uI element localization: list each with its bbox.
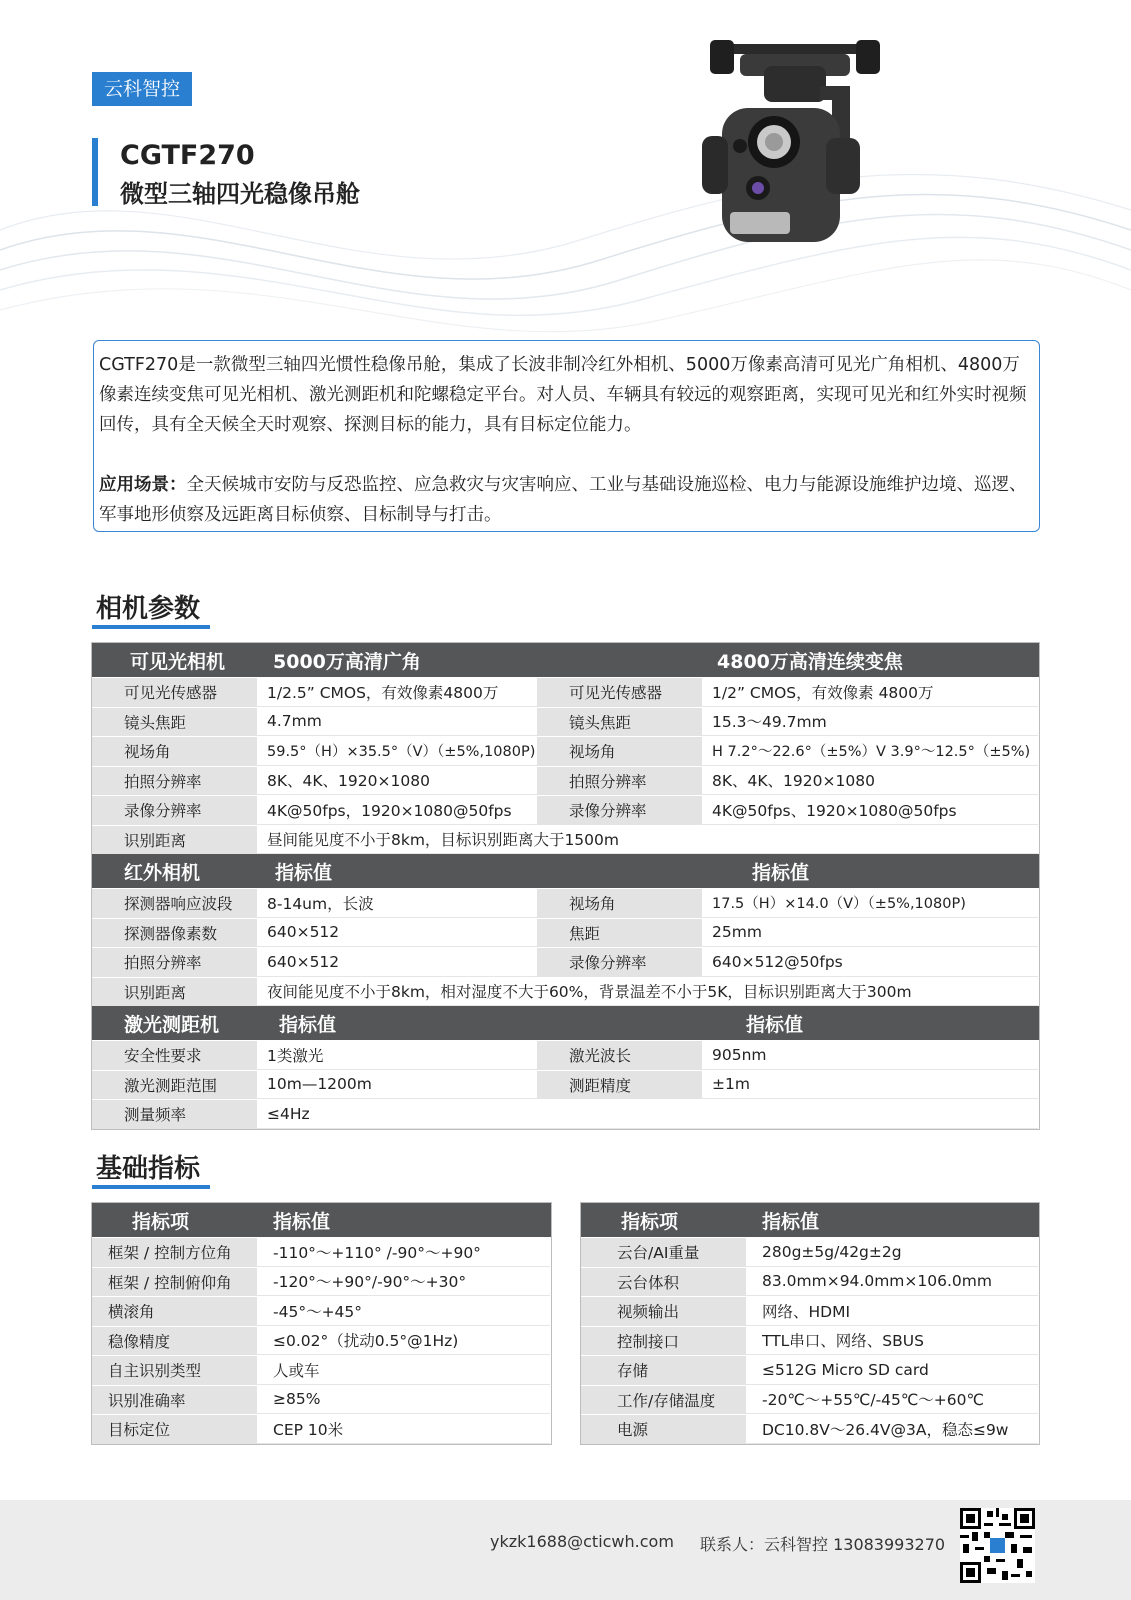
param-value: 17.5（H）×14.0（V）（±5%,1080P) — [702, 889, 1038, 918]
table-row — [581, 1385, 1039, 1415]
header-cell: 指标项 — [621, 1210, 679, 1233]
param-value: 905nm — [702, 1041, 1038, 1070]
gimbal-camera-image — [700, 36, 890, 256]
basic-section-title: 基础指标 — [96, 1154, 201, 1184]
param-label: 电源 — [581, 1415, 746, 1444]
camera-params-table — [91, 642, 1040, 1130]
param-label: 稳像精度 — [92, 1327, 257, 1356]
intro-box — [93, 340, 1040, 532]
param-label: 录像分辨率 — [537, 796, 702, 825]
header-cell: 5000万高清广角 — [273, 650, 421, 673]
header-cell: 指标值 — [746, 1013, 804, 1036]
param-value: 83.0mm×94.0mm×106.0mm — [746, 1268, 1038, 1297]
qr-code-icon — [960, 1508, 1035, 1583]
param-label: 可见光传感器 — [92, 678, 257, 707]
param-value: 10m—1200m — [257, 1071, 537, 1100]
param-value: H 7.2°～22.6°（±5%）V 3.9°～12.5°（±5%) — [702, 737, 1038, 766]
table-row — [92, 707, 1039, 737]
table-row — [581, 1267, 1039, 1297]
param-label: 探测器响应波段 — [92, 889, 257, 918]
param-value: 15.3～49.7mm — [702, 708, 1038, 737]
param-label: 测量频率 — [92, 1100, 257, 1129]
param-value: 人或车 — [257, 1356, 550, 1385]
param-value: 1/2” CMOS，有效像素 4800万 — [702, 678, 1038, 707]
param-label: 横滚角 — [92, 1297, 257, 1326]
param-label: 拍照分辨率 — [92, 767, 257, 796]
table-row — [92, 1237, 551, 1267]
param-label: 存储 — [581, 1356, 746, 1385]
brand-badge: 云科智控 — [92, 72, 192, 106]
intro-description: CGTF270是一款微型三轴四光惯性稳像吊舱，集成了长波非制冷红外相机、5000万像素高清可见光广角相机、4800万像素连续变焦可见光相机、激光测距机和陀螺稳定平台。对人员、车辆具有较远的观察距离，实现可见光和红外实时视频回传，具有全天候全天时观察、探测目标的能力，具有目标定位能力。 — [99, 355, 1027, 435]
header-cell: 指标项 — [132, 1210, 190, 1233]
param-value: 夜间能见度不小于8km，相对湿度不大于60%，背景温差不小于5K，目标识别距离大于300m — [257, 978, 1038, 1007]
table-row — [92, 977, 1039, 1007]
param-label: 识别准确率 — [92, 1386, 257, 1415]
param-value: 8K、4K、1920×1080 — [702, 767, 1038, 796]
table-row — [92, 1385, 551, 1415]
table-row — [92, 825, 1039, 855]
param-label: 录像分辨率 — [92, 796, 257, 825]
param-label: 自主识别类型 — [92, 1356, 257, 1385]
camera-section-title: 相机参数 — [96, 594, 201, 624]
header-cell: 指标值 — [275, 861, 333, 884]
param-value: -120°～+90°/-90°～+30° — [257, 1268, 550, 1297]
table-row — [581, 1237, 1039, 1267]
param-label: 可见光传感器 — [537, 678, 702, 707]
param-value: ±1m — [702, 1071, 1038, 1100]
param-label: 焦距 — [537, 919, 702, 948]
param-label: 目标定位 — [92, 1415, 257, 1444]
param-value: 1/2.5” CMOS，有效像素4800万 — [257, 678, 537, 707]
table-row — [92, 918, 1039, 948]
param-label: 识别距离 — [92, 826, 257, 855]
param-label: 视场角 — [92, 737, 257, 766]
table-row — [92, 888, 1039, 918]
laser-rangefinder-header-row — [92, 1006, 1039, 1040]
param-label: 拍照分辨率 — [92, 948, 257, 977]
table-row — [581, 1355, 1039, 1385]
basic-right-header-row — [581, 1203, 1039, 1237]
contact-person: 联系人：云科智控 13083993270 — [700, 1535, 946, 1554]
param-value: -20℃～+55℃/-45℃～+60℃ — [746, 1386, 1038, 1415]
param-value: 4K@50fps，1920×1080@50fps — [257, 796, 537, 825]
param-value: ≤512G Micro SD card — [746, 1356, 1038, 1385]
table-row — [581, 1414, 1039, 1444]
table-row — [92, 795, 1039, 825]
param-label: 探测器像素数 — [92, 919, 257, 948]
table-row — [92, 1099, 1039, 1129]
table-row — [92, 677, 1039, 707]
param-value: 昼间能见度不小于8km，目标识别距离大于1500m — [257, 826, 1038, 855]
param-value: 59.5°（H）×35.5°（V）（±5%,1080P) — [257, 737, 537, 766]
product-model: CGTF270 — [120, 140, 255, 171]
table-row — [92, 1296, 551, 1326]
table-row — [92, 1040, 1039, 1070]
param-value: DC10.8V～26.4V@3A，稳态≤9w — [746, 1415, 1038, 1444]
param-value: 640×512 — [257, 948, 537, 977]
param-label: 安全性要求 — [92, 1041, 257, 1070]
table-row — [92, 1326, 551, 1356]
param-value: -110°～+110° /-90°～+90° — [257, 1238, 550, 1267]
param-label: 测距精度 — [537, 1071, 702, 1100]
param-label: 视频输出 — [581, 1297, 746, 1326]
param-label: 控制接口 — [581, 1327, 746, 1356]
param-label: 框架 / 控制方位角 — [92, 1238, 257, 1267]
contact-email[interactable]: ykzk1688@cticwh.com — [490, 1532, 674, 1551]
param-value: 1类激光 — [257, 1041, 537, 1070]
param-label: 云台体积 — [581, 1268, 746, 1297]
basic-section-underline — [92, 1185, 210, 1189]
param-value: 640×512 — [257, 919, 537, 948]
header-cell: 4800万高清连续变焦 — [717, 650, 903, 673]
table-row — [92, 736, 1039, 766]
basic-right-table — [580, 1202, 1040, 1445]
param-value: 280g±5g/42g±2g — [746, 1238, 1038, 1267]
basic-left-table — [91, 1202, 552, 1445]
table-row — [92, 1355, 551, 1385]
header-cell: 激光测距机 — [124, 1013, 220, 1036]
title-accent-bar — [92, 138, 98, 206]
basic-left-header-row — [92, 1203, 551, 1237]
param-value: ≥85% — [257, 1386, 550, 1415]
header-cell: 红外相机 — [124, 861, 201, 884]
param-label: 镜头焦距 — [537, 708, 702, 737]
param-value: 8-14um，长波 — [257, 889, 537, 918]
table-row — [92, 766, 1039, 796]
param-label: 识别距离 — [92, 978, 257, 1007]
param-value: 25mm — [702, 919, 1038, 948]
infrared-camera-header-row — [92, 854, 1039, 888]
param-label: 录像分辨率 — [537, 948, 702, 977]
param-value: ≤4Hz — [257, 1100, 1038, 1129]
table-row — [92, 1414, 551, 1444]
param-value: -45°～+45° — [257, 1297, 550, 1326]
param-value: 网络、HDMI — [746, 1297, 1038, 1326]
param-value: 640×512@50fps — [702, 948, 1038, 977]
header-cell: 指标值 — [752, 861, 810, 884]
intro-scene — [99, 470, 1035, 530]
param-value: 4K@50fps、1920×1080@50fps — [702, 796, 1038, 825]
table-row — [581, 1296, 1039, 1326]
param-label: 工作/存储温度 — [581, 1386, 746, 1415]
param-label: 视场角 — [537, 737, 702, 766]
product-subtitle: 微型三轴四光稳像吊舱 — [120, 180, 360, 208]
param-label: 激光波长 — [537, 1041, 702, 1070]
header-cell: 指标值 — [273, 1210, 331, 1233]
param-value: 8K、4K、1920×1080 — [257, 767, 537, 796]
param-value: 4.7mm — [257, 708, 537, 737]
param-label: 激光测距范围 — [92, 1071, 257, 1100]
table-row — [92, 947, 1039, 977]
param-value: CEP 10米 — [257, 1415, 550, 1444]
param-label: 镜头焦距 — [92, 708, 257, 737]
param-label: 视场角 — [537, 889, 702, 918]
table-row — [92, 1070, 1039, 1100]
camera-section-underline — [92, 625, 210, 629]
table-row — [581, 1326, 1039, 1356]
table-row — [92, 1267, 551, 1297]
scene-text: 全天候城市安防与反恐监控、应急救灾与灾害响应、工业与基础设施巡检、电力与能源设施维护边境、巡逻、军事地形侦察及远距离目标侦察、目标制导与打击。 — [99, 475, 1027, 525]
scene-label: 应用场景： — [99, 475, 187, 495]
param-value: TTL串口、网络、SBUS — [746, 1327, 1038, 1356]
header-cell: 可见光相机 — [130, 650, 226, 673]
param-label: 框架 / 控制俯仰角 — [92, 1268, 257, 1297]
param-value: ≤0.02°（扰动0.5°@1Hz) — [257, 1327, 550, 1356]
param-label: 云台/AI重量 — [581, 1238, 746, 1267]
header-cell: 指标值 — [762, 1210, 820, 1233]
param-label: 拍照分辨率 — [537, 767, 702, 796]
visible-camera-header-row — [92, 643, 1039, 677]
header-cell: 指标值 — [279, 1013, 337, 1036]
